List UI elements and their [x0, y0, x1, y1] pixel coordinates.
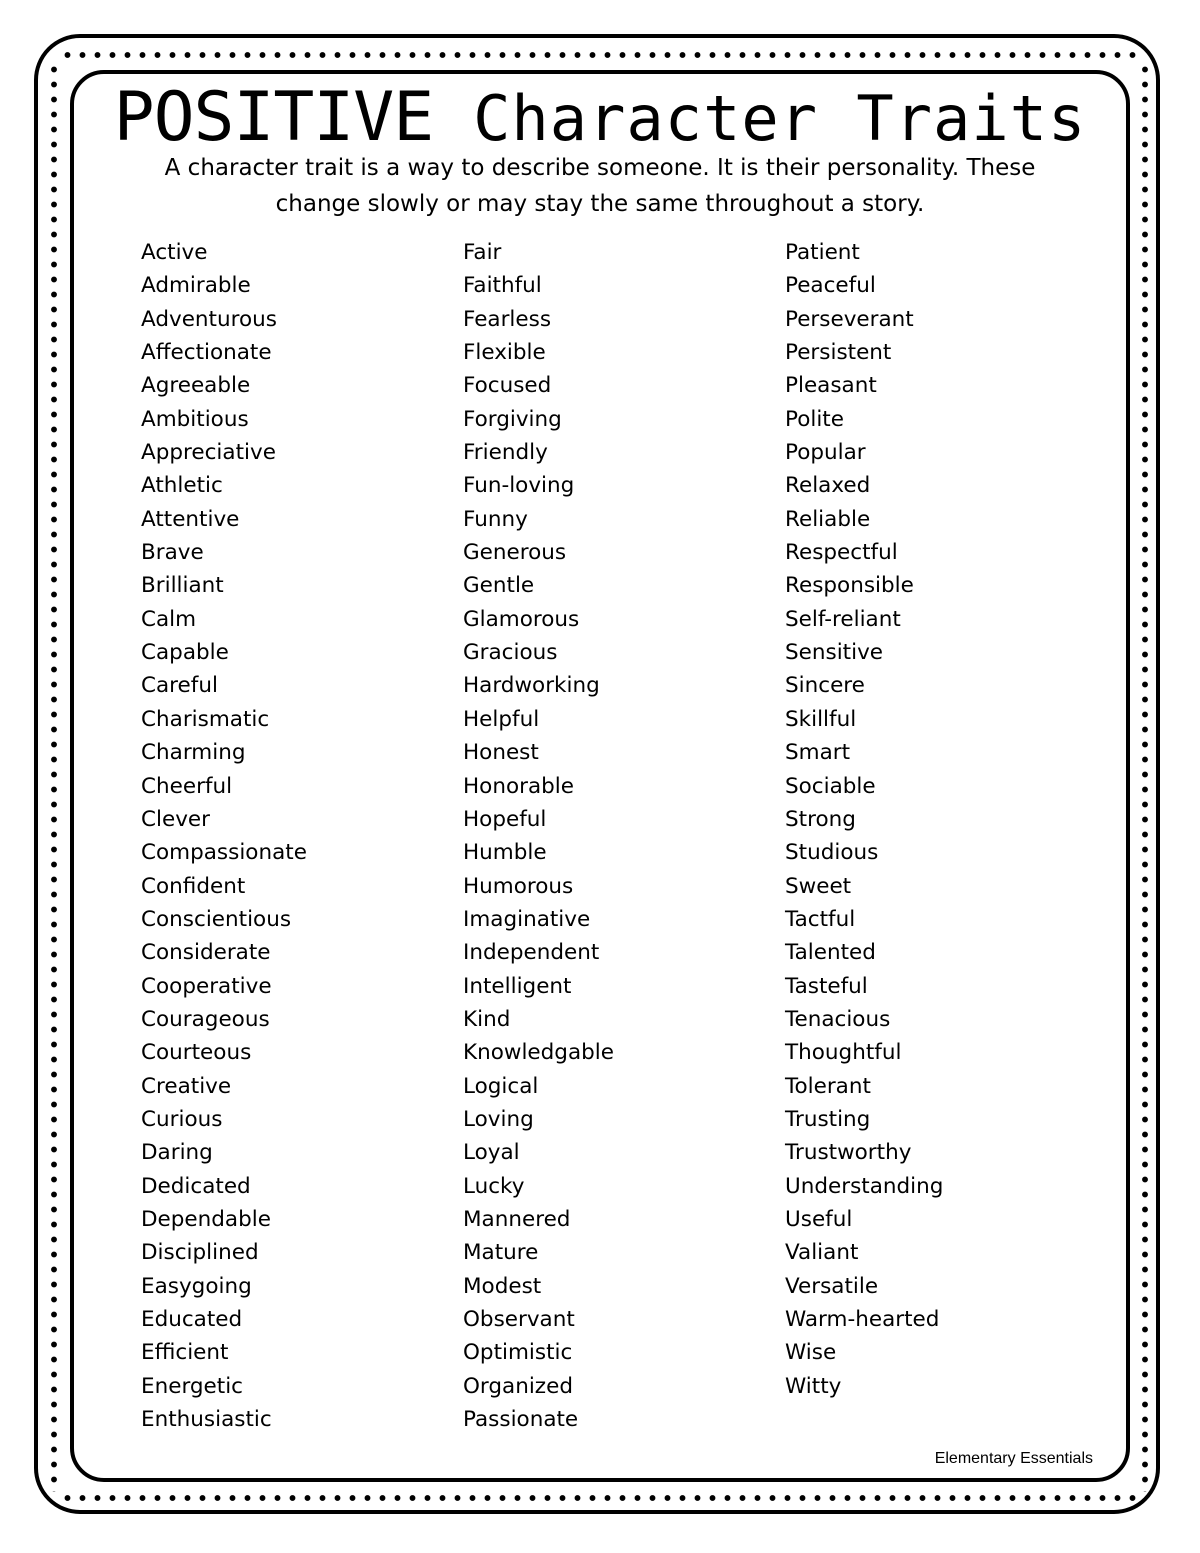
trait-item: Useful — [785, 1206, 853, 1232]
trait-item: Witty — [785, 1373, 842, 1399]
trait-item: Educated — [141, 1307, 243, 1332]
trait-item: Perseverant — [785, 306, 914, 332]
trait-item: Modest — [463, 1273, 542, 1299]
trait-item: Responsible — [785, 573, 914, 599]
trait-item: Agreeable — [141, 373, 251, 399]
trait-item: Relaxed — [785, 473, 871, 499]
trait-item: Cheerful — [141, 773, 233, 799]
trait-item: Independent — [463, 940, 600, 966]
trait-item: Popular — [785, 440, 866, 466]
trait-item: Funny — [463, 506, 528, 532]
trait-item: Fun-loving — [463, 473, 575, 499]
trait-item: Skillful — [785, 706, 857, 732]
trait-item: Mannered — [463, 1206, 571, 1232]
trait-item: Passionate — [463, 1407, 579, 1433]
trait-column-1 — [141, 236, 307, 1436]
trait-item: Sincere — [785, 673, 865, 699]
trait-item: Flexible — [463, 340, 546, 366]
page-title — [0, 76, 1200, 161]
trait-item: Daring — [141, 1140, 213, 1166]
trait-item: Humorous — [463, 873, 574, 899]
trait-item: Trustworthy — [785, 1140, 912, 1166]
trait-item: Athletic — [141, 473, 223, 499]
trait-item: Fearless — [463, 306, 552, 332]
trait-item: Admirable — [141, 273, 251, 299]
trait-item: Friendly — [463, 440, 548, 466]
trait-item: Lucky — [463, 1173, 525, 1199]
dotted-border-right — [1140, 62, 1150, 1492]
trait-item: Enthusiastic — [141, 1407, 272, 1433]
trait-item: Talented — [785, 940, 876, 966]
trait-item: Conscientious — [141, 906, 292, 932]
trait-item: Organized — [463, 1373, 573, 1399]
trait-item: Ambitious — [141, 406, 249, 432]
trait-column-2 — [463, 236, 614, 1436]
trait-item: Charming — [141, 740, 246, 766]
title-character-traits: Character Traits — [473, 82, 1087, 155]
trait-item: Smart — [785, 740, 851, 766]
trait-item: Imaginative — [463, 906, 591, 932]
trait-item: Attentive — [141, 506, 240, 532]
trait-item: Easygoing — [141, 1273, 252, 1299]
trait-item: Optimistic — [463, 1340, 573, 1366]
trait-item: Faithful — [463, 273, 542, 299]
trait-item: Mature — [463, 1240, 539, 1266]
trait-item: Appreciative — [141, 440, 276, 466]
trait-item: Loving — [463, 1106, 534, 1132]
trait-item: Focused — [463, 373, 552, 399]
trait-item: Humble — [463, 840, 547, 866]
trait-item: Tactful — [785, 906, 856, 932]
trait-item: Courageous — [141, 1006, 270, 1032]
trait-item: Loyal — [463, 1140, 520, 1166]
dotted-border-left — [49, 62, 59, 1492]
trait-item: Honorable — [463, 773, 574, 799]
trait-item: Valiant — [785, 1240, 859, 1266]
trait-item: Logical — [463, 1073, 539, 1099]
trait-item: Courteous — [141, 1040, 252, 1066]
trait-item: Persistent — [785, 340, 892, 366]
trait-item: Considerate — [141, 940, 271, 966]
trait-item: Clever — [141, 806, 211, 832]
trait-item: Efficient — [141, 1340, 229, 1366]
trait-item: Creative — [141, 1073, 232, 1099]
trait-item: Glamorous — [463, 606, 580, 632]
trait-item: Affectionate — [141, 340, 272, 366]
trait-item: Forgiving — [463, 406, 562, 432]
trait-item: Disciplined — [141, 1240, 259, 1266]
trait-item: Gentle — [463, 573, 535, 599]
trait-item: Understanding — [785, 1173, 944, 1199]
trait-item: Fair — [463, 240, 502, 265]
trait-item: Wise — [785, 1340, 837, 1366]
trait-item: Sociable — [785, 773, 876, 799]
title-positive: POSITIVE — [113, 78, 434, 157]
trait-item: Charismatic — [141, 706, 270, 732]
trait-item: Brilliant — [141, 573, 224, 599]
intro-line: change slowly or may stay the same throughout a story. — [275, 191, 925, 217]
dotted-border-top — [60, 50, 1140, 60]
intro-paragraph — [130, 150, 1070, 222]
trait-item: Cooperative — [141, 973, 272, 999]
trait-item: Polite — [785, 406, 844, 432]
trait-item: Warm-hearted — [785, 1307, 940, 1332]
trait-item: Peaceful — [785, 273, 876, 299]
trait-item: Strong — [785, 806, 856, 832]
trait-item: Pleasant — [785, 373, 877, 399]
trait-item: Trusting — [785, 1106, 871, 1132]
trait-item: Brave — [141, 540, 204, 566]
trait-item: Confident — [141, 873, 246, 899]
trait-item: Sweet — [785, 873, 852, 899]
trait-item: Careful — [141, 673, 218, 699]
trait-item: Sensitive — [785, 640, 884, 666]
trait-item: Kind — [463, 1006, 511, 1032]
credit-text: Elementary Essentials — [934, 1450, 1093, 1467]
trait-item: Hardworking — [463, 673, 600, 699]
trait-item: Hopeful — [463, 806, 547, 832]
intro-line: A character trait is a way to describe someone. It is their personality. These — [164, 155, 1036, 181]
trait-item: Knowledgable — [463, 1040, 614, 1066]
trait-item: Tasteful — [785, 973, 868, 999]
trait-item: Gracious — [463, 640, 558, 666]
trait-item: Curious — [141, 1106, 223, 1132]
trait-item: Tolerant — [785, 1073, 871, 1099]
trait-item: Versatile — [785, 1273, 879, 1299]
trait-item: Intelligent — [463, 973, 572, 999]
trait-item: Adventurous — [141, 306, 277, 332]
trait-item: Helpful — [463, 706, 540, 732]
trait-item: Respectful — [785, 540, 898, 566]
trait-item: Observant — [463, 1307, 575, 1332]
trait-item: Tenacious — [785, 1006, 891, 1032]
trait-item: Honest — [463, 740, 539, 766]
trait-item: Capable — [141, 640, 229, 666]
trait-item: Dedicated — [141, 1173, 251, 1199]
trait-item: Generous — [463, 540, 567, 566]
trait-item: Thoughtful — [785, 1040, 902, 1066]
trait-item: Reliable — [785, 506, 871, 532]
trait-item: Self-reliant — [785, 606, 901, 632]
trait-column-3 — [785, 236, 943, 1403]
trait-item: Energetic — [141, 1373, 243, 1399]
trait-item: Studious — [785, 840, 879, 866]
dotted-border-bottom — [60, 1493, 1140, 1503]
trait-item: Dependable — [141, 1206, 271, 1232]
trait-item: Active — [141, 240, 208, 265]
trait-item: Patient — [785, 240, 860, 265]
trait-item: Compassionate — [141, 840, 307, 866]
trait-item: Calm — [141, 606, 197, 632]
